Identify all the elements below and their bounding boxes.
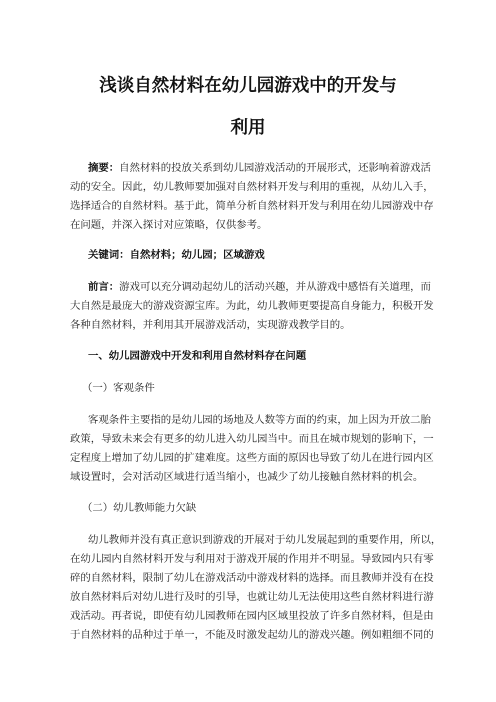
section-1-heading: 一、幼儿园游戏中开发和利用自然材料存在问题 — [88, 350, 307, 362]
subsection-1-heading: （一）客观条件 — [82, 382, 155, 394]
abstract-line-2: 动的安全。因此，幼儿教师要加强对自然材料开发与利用的重视，从幼儿入手， — [70, 181, 434, 193]
abstract-line-3: 选择适合的自然材料。基于此，简单分析自然材料开发与利用在幼儿园游戏中存 — [70, 200, 434, 212]
subsection-2-line-6: 于自然材料的品种过于单一，不能及时激发起幼儿的游戏兴趣。例如粗细不同的 — [70, 629, 434, 641]
subsection-2-heading: （二）幼儿教师能力欠缺 — [82, 502, 197, 514]
foreword-text-1: 游戏可以充分调动起幼儿的活动兴趣，并从游戏中感悟有关道理，而 — [119, 281, 431, 293]
paper-title-line-1: 浅谈自然材料在幼儿园游戏中的开发与 — [99, 76, 397, 96]
foreword-line-2: 大自然是最庞大的游戏资源宝库。为此，幼儿教师更要提高自身能力，积极开发 — [70, 300, 434, 312]
keywords-line — [0, 248, 496, 262]
abstract-line-4: 在问题，并深入探讨对应策略，仅供参考。 — [70, 219, 268, 231]
subsection-2-line-4: 放自然材料后对幼儿进行及时的引导，也就让幼儿无法使用这些自然材料进行游 — [70, 591, 434, 603]
subsection-1-line-1: 客观条件主要指的是幼儿园的场地及人数等方面的约束，加上因为开放二胎 — [88, 414, 431, 426]
subsection-1-line-2: 政策，导致未来会有更多的幼儿进入幼儿园当中。而且在城市规划的影响下，一 — [70, 433, 434, 445]
abstract-label: 摘要： — [88, 162, 120, 174]
subsection-2-line-5: 戏活动。再者说，即使有幼儿园教师在园内区域里投放了许多自然材料，但是由 — [70, 610, 434, 622]
keywords-label: 关键词： — [88, 249, 130, 261]
subsection-2-line-3: 碎的自然材料，限制了幼儿在游戏活动中游戏材料的选择。而且教师并没有在投 — [70, 572, 434, 584]
foreword-label: 前言： — [88, 281, 120, 293]
foreword-line-1 — [0, 280, 496, 294]
paper-title-line-2: 利用 — [230, 118, 266, 138]
foreword-line-3: 各种自然材料，并利用其开展游戏活动，实现游戏教学目的。 — [70, 319, 351, 331]
subsection-2-line-2: 在幼儿园内自然材料开发与利用对于游戏开展的作用并不明显。导致园内只有零 — [70, 553, 434, 565]
abstract-line-1 — [0, 161, 496, 175]
subsection-1-line-3: 定程度上增加了幼儿园的扩建难度。这些方面的原因也导致了幼儿在进行园内区 — [70, 452, 434, 464]
subsection-1-line-4: 域设置时，会对活动区域进行适当缩小，也减少了幼儿接触自然材料的机会。 — [70, 471, 424, 483]
keywords-text: 自然材料；幼儿园；区域游戏 — [129, 249, 265, 261]
abstract-text-1: 自然材料的投放关系到幼儿园游戏活动的开展形式，还影响着游戏活 — [119, 162, 431, 174]
subsection-2-line-1: 幼儿教师并没有真正意识到游戏的开展对于幼儿发展起到的重要作用，所以， — [88, 534, 442, 546]
